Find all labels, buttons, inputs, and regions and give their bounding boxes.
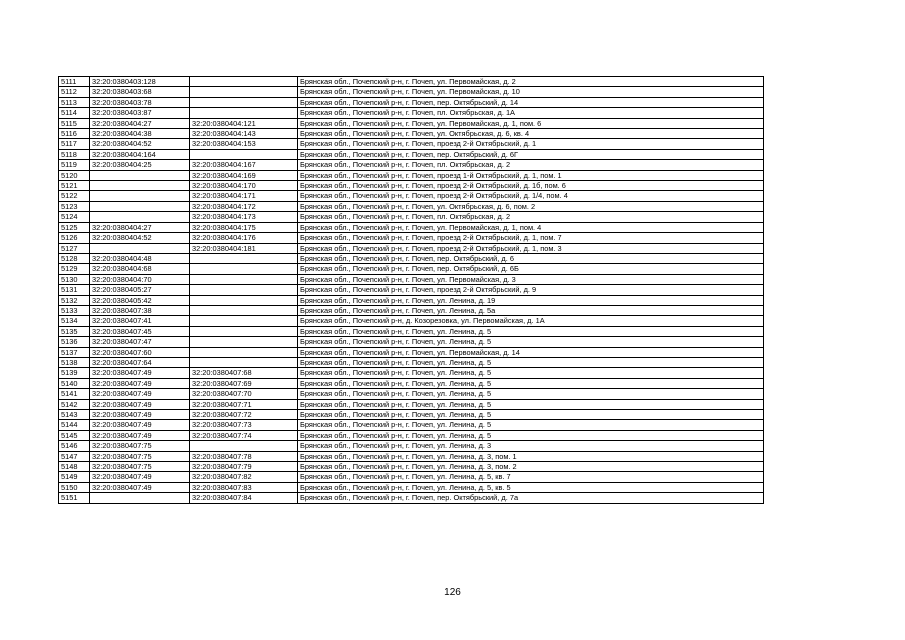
object-number-cell: 32:20:0380404:172 (190, 201, 298, 211)
address-cell: Брянская обл., Почепский р-н, г. Почеп, ул. Ленина, д. 3, пом. 1 (298, 451, 764, 461)
object-number-cell (190, 305, 298, 315)
object-number-cell (190, 326, 298, 336)
address-cell: Брянская обл., Почепский р-н, г. Почеп, ул. Ленина, д. 5 (298, 430, 764, 440)
object-number-cell: 32:20:0380407:68 (190, 368, 298, 378)
parcel-number-cell: 32:20:0380404:52 (90, 233, 190, 243)
object-number-cell: 32:20:0380407:70 (190, 389, 298, 399)
row-number-cell: 5145 (59, 430, 90, 440)
object-number-cell: 32:20:0380404:143 (190, 129, 298, 139)
row-number-cell: 5125 (59, 222, 90, 232)
table-row (59, 493, 764, 503)
address-cell: Брянская обл., Почепский р-н, г. Почеп, ул. Ленина, д. 5 (298, 389, 764, 399)
address-cell: Брянская обл., Почепский р-н, д. Козорезовка, ул. Первомайская, д. 1А (298, 316, 764, 326)
address-cell: Брянская обл., Почепский р-н, г. Почеп, ул. Ленина, д. 5а (298, 305, 764, 315)
parcel-number-cell: 32:20:0380407:47 (90, 337, 190, 347)
parcel-number-cell: 32:20:0380407:75 (90, 451, 190, 461)
table-row (59, 305, 764, 315)
row-number-cell: 5138 (59, 357, 90, 367)
parcel-number-cell: 32:20:0380407:49 (90, 368, 190, 378)
table-row (59, 472, 764, 482)
parcel-number-cell: 32:20:0380407:75 (90, 462, 190, 472)
object-number-cell (190, 264, 298, 274)
table-row (59, 181, 764, 191)
parcel-number-cell: 32:20:0380405:42 (90, 295, 190, 305)
object-number-cell: 32:20:0380407:73 (190, 420, 298, 430)
parcel-number-cell (90, 201, 190, 211)
page-number: 126 (444, 587, 461, 598)
row-number-cell: 5120 (59, 170, 90, 180)
table-row (59, 482, 764, 492)
parcel-number-cell (90, 181, 190, 191)
object-number-cell (190, 274, 298, 284)
row-number-cell: 5117 (59, 139, 90, 149)
row-number-cell: 5143 (59, 410, 90, 420)
row-number-cell: 5119 (59, 160, 90, 170)
table-row (59, 410, 764, 420)
table-row (59, 337, 764, 347)
address-cell: Брянская обл., Почепский р-н, г. Почеп, ул. Октябрьская, д. 6, пом. 2 (298, 201, 764, 211)
row-number-cell: 5140 (59, 378, 90, 388)
parcel-number-cell: 32:20:0380407:64 (90, 357, 190, 367)
address-cell: Брянская обл., Почепский р-н, г. Почеп, ул. Октябрьская, д. 6, кв. 4 (298, 129, 764, 139)
parcel-number-cell: 32:20:0380407:60 (90, 347, 190, 357)
parcel-number-cell: 32:20:0380403:68 (90, 87, 190, 97)
object-number-cell (190, 149, 298, 159)
row-number-cell: 5135 (59, 326, 90, 336)
row-number-cell: 5129 (59, 264, 90, 274)
address-cell: Брянская обл., Почепский р-н, г. Почеп, пер. Октябрьский, д. 14 (298, 97, 764, 107)
row-number-cell: 5127 (59, 243, 90, 253)
table-row (59, 201, 764, 211)
table-row (59, 212, 764, 222)
address-cell: Брянская обл., Почепский р-н, г. Почеп, ул. Ленина, д. 5 (298, 357, 764, 367)
row-number-cell: 5131 (59, 285, 90, 295)
table-body (59, 77, 764, 504)
address-cell: Брянская обл., Почепский р-н, г. Почеп, пл. Октябрьская, д. 1А (298, 108, 764, 118)
address-cell: Брянская обл., Почепский р-н, г. Почеп, ул. Ленина, д. 5 (298, 410, 764, 420)
table-row (59, 326, 764, 336)
object-number-cell (190, 337, 298, 347)
row-number-cell: 5142 (59, 399, 90, 409)
address-cell: Брянская обл., Почепский р-н, г. Почеп, ул. Ленина, д. 5, кв. 5 (298, 482, 764, 492)
address-cell: Брянская обл., Почепский р-н, г. Почеп, ул. Ленина, д. 5, кв. 7 (298, 472, 764, 482)
object-number-cell (190, 285, 298, 295)
table-row (59, 97, 764, 107)
object-number-cell: 32:20:0380407:79 (190, 462, 298, 472)
parcel-number-cell: 32:20:0380407:45 (90, 326, 190, 336)
table-row (59, 357, 764, 367)
object-number-cell (190, 357, 298, 367)
row-number-cell: 5150 (59, 482, 90, 492)
parcel-number-cell: 32:20:0380403:128 (90, 77, 190, 87)
address-cell: Брянская обл., Почепский р-н, г. Почеп, ул. Первомайская, д. 10 (298, 87, 764, 97)
table-row (59, 87, 764, 97)
address-cell: Брянская обл., Почепский р-н, г. Почеп, ул. Первомайская, д. 2 (298, 77, 764, 87)
table-row (59, 170, 764, 180)
row-number-cell: 5137 (59, 347, 90, 357)
parcel-number-cell: 32:20:0380407:49 (90, 410, 190, 420)
address-cell: Брянская обл., Почепский р-н, г. Почеп, ул. Ленина, д. 5 (298, 399, 764, 409)
object-number-cell: 32:20:0380407:71 (190, 399, 298, 409)
table-row (59, 77, 764, 87)
parcel-number-cell: 32:20:0380407:49 (90, 420, 190, 430)
parcel-number-cell: 32:20:0380404:52 (90, 139, 190, 149)
row-number-cell: 5112 (59, 87, 90, 97)
parcel-number-cell: 32:20:0380404:68 (90, 264, 190, 274)
table-row (59, 462, 764, 472)
row-number-cell: 5148 (59, 462, 90, 472)
object-number-cell: 32:20:0380404:170 (190, 181, 298, 191)
object-number-cell: 32:20:0380407:83 (190, 482, 298, 492)
parcel-number-cell: 32:20:0380407:41 (90, 316, 190, 326)
object-number-cell: 32:20:0380404:181 (190, 243, 298, 253)
row-number-cell: 5130 (59, 274, 90, 284)
table-row (59, 399, 764, 409)
row-number-cell: 5141 (59, 389, 90, 399)
parcel-number-cell: 32:20:0380407:75 (90, 441, 190, 451)
row-number-cell: 5116 (59, 129, 90, 139)
row-number-cell: 5126 (59, 233, 90, 243)
address-cell: Брянская обл., Почепский р-н, г. Почеп, ул. Первомайская, д. 3 (298, 274, 764, 284)
table-row (59, 129, 764, 139)
row-number-cell: 5118 (59, 149, 90, 159)
object-number-cell: 32:20:0380404:175 (190, 222, 298, 232)
table-row (59, 420, 764, 430)
address-cell: Брянская обл., Почепский р-н, г. Почеп, проезд 1-й Октябрьский, д. 1, пом. 1 (298, 170, 764, 180)
parcel-number-cell: 32:20:0380407:49 (90, 472, 190, 482)
parcel-number-cell: 32:20:0380405:27 (90, 285, 190, 295)
object-number-cell (190, 253, 298, 263)
table-row (59, 347, 764, 357)
address-cell: Брянская обл., Почепский р-н, г. Почеп, пер. Октябрьский, д. 7а (298, 493, 764, 503)
row-number-cell: 5121 (59, 181, 90, 191)
table-row (59, 253, 764, 263)
row-number-cell: 5151 (59, 493, 90, 503)
address-cell: Брянская обл., Почепский р-н, г. Почеп, проезд 2-й Октябрьский, д. 1 (298, 139, 764, 149)
address-cell: Брянская обл., Почепский р-н, г. Почеп, проезд 2-й Октябрьский, д. 1, пом. 3 (298, 243, 764, 253)
address-cell: Брянская обл., Почепский р-н, г. Почеп, ул. Ленина, д. 5 (298, 368, 764, 378)
table-row (59, 441, 764, 451)
table-row (59, 191, 764, 201)
address-cell: Брянская обл., Почепский р-н, г. Почеп, пер. Октябрьский, д. 6Г (298, 149, 764, 159)
row-number-cell: 5124 (59, 212, 90, 222)
row-number-cell: 5147 (59, 451, 90, 461)
object-number-cell (190, 77, 298, 87)
row-number-cell: 5149 (59, 472, 90, 482)
address-cell: Брянская обл., Почепский р-н, г. Почеп, ул. Ленина, д. 5 (298, 337, 764, 347)
object-number-cell (190, 295, 298, 305)
object-number-cell: 32:20:0380407:72 (190, 410, 298, 420)
table-row (59, 118, 764, 128)
object-number-cell: 32:20:0380404:153 (190, 139, 298, 149)
table-row (59, 108, 764, 118)
parcel-number-cell: 32:20:0380407:49 (90, 482, 190, 492)
table-row (59, 149, 764, 159)
parcel-number-cell: 32:20:0380407:49 (90, 378, 190, 388)
address-cell: Брянская обл., Почепский р-н, г. Почеп, проезд 2-й Октябрьский, д. 1, пом. 7 (298, 233, 764, 243)
object-number-cell: 32:20:0380404:176 (190, 233, 298, 243)
parcel-number-cell: 32:20:0380404:27 (90, 118, 190, 128)
table-row (59, 139, 764, 149)
table-row (59, 160, 764, 170)
parcel-number-cell: 32:20:0380407:49 (90, 430, 190, 440)
object-number-cell (190, 441, 298, 451)
row-number-cell: 5133 (59, 305, 90, 315)
address-cell: Брянская обл., Почепский р-н, г. Почеп, ул. Ленина, д. 5 (298, 326, 764, 336)
address-cell: Брянская обл., Почепский р-н, г. Почеп, пер. Октябрьский, д. 6Б (298, 264, 764, 274)
table-row (59, 264, 764, 274)
address-cell: Брянская обл., Почепский р-н, г. Почеп, ул. Ленина, д. 19 (298, 295, 764, 305)
parcel-number-cell: 32:20:0380403:78 (90, 97, 190, 107)
object-number-cell: 32:20:0380404:173 (190, 212, 298, 222)
object-number-cell: 32:20:0380407:78 (190, 451, 298, 461)
object-number-cell: 32:20:0380404:169 (190, 170, 298, 180)
address-cell: Брянская обл., Почепский р-н, г. Почеп, ул. Первомайская, д. 1, пом. 6 (298, 118, 764, 128)
address-cell: Брянская обл., Почепский р-н, г. Почеп, ул. Первомайская, д. 14 (298, 347, 764, 357)
object-number-cell (190, 347, 298, 357)
object-number-cell (190, 97, 298, 107)
parcel-number-cell: 32:20:0380404:70 (90, 274, 190, 284)
row-number-cell: 5134 (59, 316, 90, 326)
address-cell: Брянская обл., Почепский р-н, г. Почеп, ул. Ленина, д. 3, пом. 2 (298, 462, 764, 472)
object-number-cell: 32:20:0380404:121 (190, 118, 298, 128)
parcel-number-cell: 32:20:0380404:27 (90, 222, 190, 232)
row-number-cell: 5111 (59, 77, 90, 87)
parcel-number-cell: 32:20:0380404:25 (90, 160, 190, 170)
address-cell: Брянская обл., Почепский р-н, г. Почеп, ул. Ленина, д. 5 (298, 420, 764, 430)
table-row (59, 274, 764, 284)
table-row (59, 389, 764, 399)
object-number-cell (190, 87, 298, 97)
parcel-number-cell: 32:20:0380407:49 (90, 389, 190, 399)
table-row (59, 222, 764, 232)
row-number-cell: 5128 (59, 253, 90, 263)
parcel-number-cell (90, 493, 190, 503)
parcel-number-cell (90, 212, 190, 222)
table-row (59, 378, 764, 388)
row-number-cell: 5144 (59, 420, 90, 430)
row-number-cell: 5114 (59, 108, 90, 118)
object-number-cell: 32:20:0380407:74 (190, 430, 298, 440)
object-number-cell: 32:20:0380404:171 (190, 191, 298, 201)
parcel-number-cell: 32:20:0380407:49 (90, 399, 190, 409)
address-cell: Брянская обл., Почепский р-н, г. Почеп, пер. Октябрьский, д. 6 (298, 253, 764, 263)
parcel-number-cell (90, 243, 190, 253)
row-number-cell: 5139 (59, 368, 90, 378)
address-cell: Брянская обл., Почепский р-н, г. Почеп, пл. Октябрьская, д. 2 (298, 160, 764, 170)
table-row (59, 295, 764, 305)
object-number-cell (190, 108, 298, 118)
parcel-number-cell: 32:20:0380403:87 (90, 108, 190, 118)
parcel-number-cell: 32:20:0380404:164 (90, 149, 190, 159)
address-cell: Брянская обл., Почепский р-н, г. Почеп, проезд 2-й Октябрьский, д. 9 (298, 285, 764, 295)
table-row (59, 285, 764, 295)
parcel-number-cell: 32:20:0380404:48 (90, 253, 190, 263)
object-number-cell (190, 316, 298, 326)
parcel-number-cell (90, 191, 190, 201)
row-number-cell: 5146 (59, 441, 90, 451)
object-number-cell: 32:20:0380407:82 (190, 472, 298, 482)
property-register-table (58, 76, 764, 504)
table-row (59, 451, 764, 461)
parcel-number-cell (90, 170, 190, 180)
row-number-cell: 5132 (59, 295, 90, 305)
table-row (59, 243, 764, 253)
table-row (59, 316, 764, 326)
row-number-cell: 5113 (59, 97, 90, 107)
table-row (59, 368, 764, 378)
address-cell: Брянская обл., Почепский р-н, г. Почеп, ул. Первомайская, д. 1, пом. 4 (298, 222, 764, 232)
address-cell: Брянская обл., Почепский р-н, г. Почеп, проезд 2-й Октябрьский, д. 1б, пом. 6 (298, 181, 764, 191)
table-row (59, 430, 764, 440)
object-number-cell: 32:20:0380407:84 (190, 493, 298, 503)
address-cell: Брянская обл., Почепский р-н, г. Почеп, ул. Ленина, д. 5 (298, 378, 764, 388)
address-cell: Брянская обл., Почепский р-н, г. Почеп, ул. Ленина, д. 3 (298, 441, 764, 451)
object-number-cell: 32:20:0380404:167 (190, 160, 298, 170)
object-number-cell: 32:20:0380407:69 (190, 378, 298, 388)
row-number-cell: 5123 (59, 201, 90, 211)
parcel-number-cell: 32:20:0380404:38 (90, 129, 190, 139)
parcel-number-cell: 32:20:0380407:38 (90, 305, 190, 315)
row-number-cell: 5136 (59, 337, 90, 347)
row-number-cell: 5115 (59, 118, 90, 128)
address-cell: Брянская обл., Почепский р-н, г. Почеп, пл. Октябрьская, д. 2 (298, 212, 764, 222)
address-cell: Брянская обл., Почепский р-н, г. Почеп, проезд 2-й Октябрьский, д. 1/4, пом. 4 (298, 191, 764, 201)
row-number-cell: 5122 (59, 191, 90, 201)
table-row (59, 233, 764, 243)
